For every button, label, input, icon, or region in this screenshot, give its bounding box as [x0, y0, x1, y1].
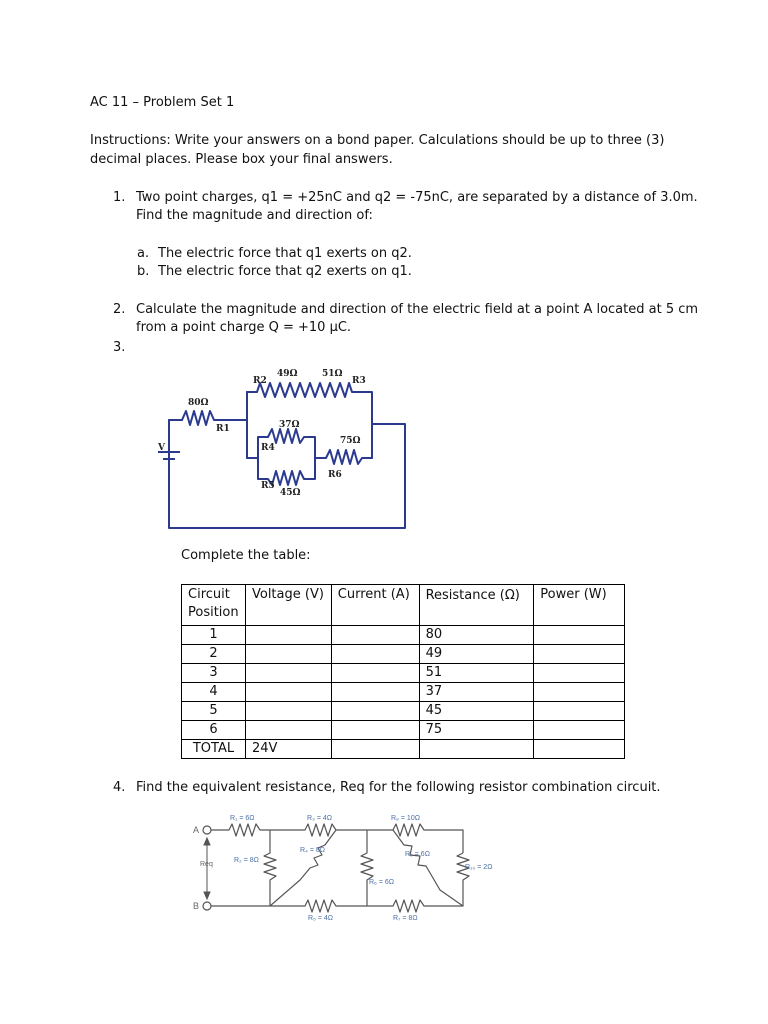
problem-1b-text: The electric force that q2 exerts on q1.	[158, 264, 412, 279]
resistance-cell: 80	[419, 626, 534, 645]
r9-label: R₉ = 6Ω	[405, 851, 430, 858]
problem-1a-label: a.	[137, 246, 150, 261]
position-cell: 3	[182, 664, 246, 683]
header-power: Power (W)	[534, 585, 625, 626]
r6-label: R₆ = 6Ω	[369, 879, 394, 886]
header-resistance: Resistance (Ω)	[419, 585, 534, 626]
r6-value: 75Ω	[340, 436, 361, 446]
node-a-label: A	[193, 825, 200, 835]
problem-4-text: Find the equivalent resistance, Req for the following resistor combination circuit.	[136, 780, 661, 795]
r1-label: R1	[216, 424, 230, 434]
problem-2-line-1: Calculate the magnitude and direction of the electric field at a point A located at 5 cm	[136, 302, 699, 317]
problem-2-line-2: from a point charge Q = +10 μC.	[136, 320, 352, 335]
position-cell: 6	[182, 721, 246, 740]
instructions-line-1: Instructions: Write your answers on a bond paper. Calculations should be up to three (3)	[90, 133, 665, 148]
voltage-cell: 24V	[245, 740, 331, 759]
resistance-cell: 49	[419, 645, 534, 664]
problem-2-number: 2.	[113, 302, 126, 317]
position-cell: 2	[182, 645, 246, 664]
r10-label: R₁₀ = 2Ω	[465, 864, 493, 871]
page-title: AC 11 – Problem Set 1	[90, 95, 235, 110]
problem-1-line-1: Two point charges, q1 = +25nC and q2 = -75nC, are separated by a distance of 3.0m.	[136, 190, 698, 205]
r3-value: 51Ω	[322, 369, 343, 379]
position-cell: 1	[182, 626, 246, 645]
problem-1-number: 1.	[113, 190, 126, 205]
problem-1b-label: b.	[137, 264, 150, 279]
header-current: Current (A)	[331, 585, 419, 626]
r4-label: R₄ = 8Ω	[300, 847, 326, 854]
node-b-label: B	[193, 901, 200, 911]
r2-label: R2	[253, 376, 267, 386]
source-label: V	[158, 443, 165, 453]
resistance-cell: 45	[419, 702, 534, 721]
r2-value: 49Ω	[277, 369, 298, 379]
problem-3-number: 3.	[113, 340, 126, 355]
r6-label: R6	[328, 470, 342, 480]
position-cell: 4	[182, 683, 246, 702]
instructions-line-2: decimal places. Please box your final answers.	[90, 152, 393, 167]
resistance-cell: 75	[419, 721, 534, 740]
position-cell: 5	[182, 702, 246, 721]
r3-label: R₃ = 4Ω	[307, 815, 333, 822]
r5-value: 45Ω	[280, 488, 301, 498]
r8-label: R₈ = 10Ω	[391, 815, 420, 822]
r4-label: R4	[261, 443, 275, 453]
r5-label: R₅ = 4Ω	[308, 915, 333, 922]
problem-4-number: 4.	[113, 780, 126, 795]
req-label: Req	[200, 861, 213, 868]
table-caption: Complete the table:	[181, 548, 311, 563]
r1-label: R₁ = 6Ω	[230, 815, 255, 822]
problem-1-line-2: Find the magnitude and direction of:	[136, 208, 373, 223]
r3-label: R3	[352, 376, 366, 386]
r2-label: R₂ = 8Ω	[234, 857, 259, 864]
header-voltage: Voltage (V)	[245, 585, 331, 626]
r1-value: 80Ω	[188, 398, 209, 408]
r7-label: R₇ = 8Ω	[393, 915, 418, 922]
resistance-cell: 37	[419, 683, 534, 702]
r4-value: 37Ω	[279, 420, 300, 430]
position-cell: TOTAL	[182, 740, 246, 759]
r5-label: R5	[261, 481, 275, 491]
resistance-cell: 51	[419, 664, 534, 683]
problem-1a-text: The electric force that q1 exerts on q2.	[158, 246, 412, 261]
header-circuit-position: Circuit Position	[182, 585, 246, 626]
